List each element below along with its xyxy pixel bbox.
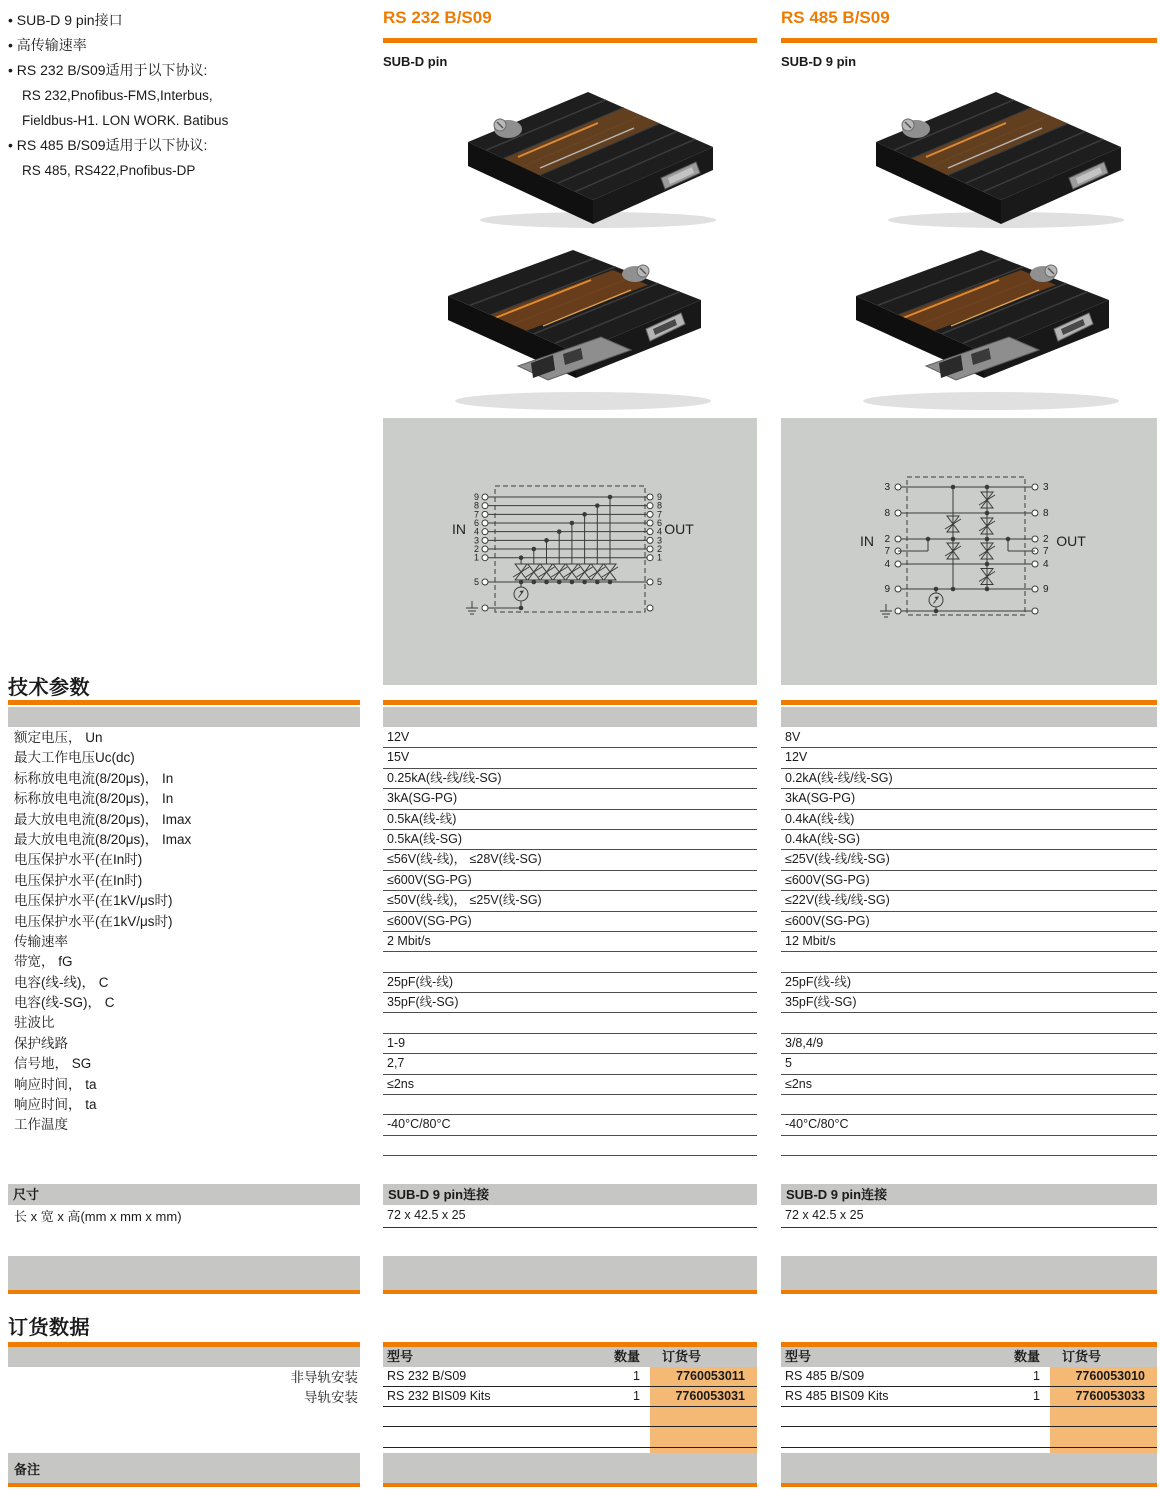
tech-label: 带宽， fG xyxy=(14,954,73,970)
svg-text:9: 9 xyxy=(473,492,479,502)
order-model xyxy=(383,1407,580,1426)
tech-col2-band xyxy=(781,707,1157,727)
header-qty: 数量 xyxy=(613,1349,640,1364)
svg-text:IN: IN xyxy=(860,533,874,549)
product1-circuit-panel xyxy=(383,418,757,685)
order-number xyxy=(650,1427,757,1447)
svg-text:3: 3 xyxy=(1043,482,1049,493)
svg-text:3: 3 xyxy=(884,482,890,493)
order-row xyxy=(383,1367,757,1387)
ordering-table1-rows xyxy=(383,1367,757,1448)
order-qty: 1 xyxy=(633,1389,640,1403)
ordering-table2-rows xyxy=(781,1367,1157,1448)
order-model xyxy=(781,1427,980,1447)
dimensions-section-title: 尺寸 xyxy=(8,1184,360,1205)
order-model: RS 232 B/S09 xyxy=(387,1369,467,1383)
bullet-item: • SUB-D 9 pin接口 xyxy=(8,12,123,28)
order-number xyxy=(650,1407,757,1426)
order-number xyxy=(1050,1427,1157,1447)
svg-text:4: 4 xyxy=(1043,559,1049,570)
tech-label: 电压保护水平(在1kV/μs时) xyxy=(14,913,173,929)
gray-spacer-col1 xyxy=(383,1256,757,1294)
header-order-no: 订货号 xyxy=(1062,1349,1102,1364)
tech-value xyxy=(781,1095,1157,1115)
tech-label: 最大工作电压Uc(dc) xyxy=(14,750,135,766)
svg-text:2: 2 xyxy=(657,544,663,555)
order-row xyxy=(781,1367,1157,1387)
order-qty xyxy=(980,1407,1050,1426)
bullet-item: • RS 232 B/S09适用于以下协议: xyxy=(8,62,208,78)
svg-text:7: 7 xyxy=(473,509,479,520)
tech-value: 1-9 xyxy=(383,1034,757,1054)
order-number: 7760053033 xyxy=(1075,1389,1145,1403)
tech-label: 标称放电电流(8/20μs)， In xyxy=(14,791,174,807)
order-qty: 1 xyxy=(1033,1389,1040,1403)
tech-label: 工作温度 xyxy=(14,1117,68,1133)
tech-value: ≤56V(线-线)， ≤28V(线-SG) xyxy=(383,850,757,870)
tech-value xyxy=(383,1095,757,1115)
tech-value: 35pF(线-SG) xyxy=(781,993,1157,1013)
tech-value xyxy=(383,1013,757,1033)
notes-band-col1 xyxy=(383,1453,757,1487)
tech-label-column xyxy=(8,728,360,1136)
ordering-table-1 xyxy=(383,1342,757,1448)
tech-label: 电容(线-SG)， C xyxy=(14,995,115,1011)
tech-value: ≤50V(线-线)， ≤25V(线-SG) xyxy=(383,891,757,911)
order-row xyxy=(383,1427,757,1448)
tech-value: ≤2ns xyxy=(781,1075,1157,1095)
tech-value: ≤25V(线-线/线-SG) xyxy=(781,850,1157,870)
tech-value: ≤600V(SG-PG) xyxy=(383,871,757,891)
tech-label: 标称放电电流(8/20μs)， In xyxy=(14,770,174,786)
product2-photo-top xyxy=(856,82,1136,232)
svg-text:2: 2 xyxy=(1043,534,1049,545)
order-number: 7760053010 xyxy=(1075,1369,1145,1383)
order-row xyxy=(383,1387,757,1407)
header-model: 型号 xyxy=(387,1349,414,1364)
tech-label: 传输速率 xyxy=(14,933,68,949)
dim-col1-value: 72 x 42.5 x 25 xyxy=(383,1206,757,1228)
order-model xyxy=(383,1427,580,1447)
circuit-diagram-rs232 xyxy=(383,418,757,685)
tech-value: 0.25kA(线-线/线-SG) xyxy=(383,769,757,789)
tech-value: 3/8,4/9 xyxy=(781,1034,1157,1054)
product2-rule xyxy=(781,38,1157,43)
product2-subtitle: SUB-D 9 pin xyxy=(781,54,857,69)
tech-label: 响应时间， ta xyxy=(14,1076,97,1092)
svg-text:8: 8 xyxy=(657,500,663,511)
svg-text:9: 9 xyxy=(884,584,890,595)
order-qty xyxy=(980,1427,1050,1447)
svg-text:9: 9 xyxy=(657,492,663,502)
tech-value: ≤22V(线-线/线-SG) xyxy=(781,891,1157,911)
tech-value xyxy=(781,952,1157,972)
svg-text:9: 9 xyxy=(1043,584,1049,595)
notes-band-left xyxy=(8,1453,360,1487)
bullet-item: • 高传输速率 xyxy=(8,37,87,53)
tech-value: ≤600V(SG-PG) xyxy=(383,912,757,932)
header-model: 型号 xyxy=(785,1349,812,1364)
tech-section-rule xyxy=(8,700,360,705)
bullet-subline: RS 232,Pnofibus-FMS,Interbus, xyxy=(22,88,213,103)
product1-subtitle: SUB-D pin xyxy=(383,54,448,69)
tech-value: 5 xyxy=(781,1054,1157,1074)
tech-col1-topbar xyxy=(383,700,757,705)
svg-text:1: 1 xyxy=(657,552,663,563)
svg-text:3: 3 xyxy=(473,535,479,546)
product2-photo-bottom xyxy=(831,238,1131,416)
tech-label: 最大放电电流(8/20μs)， Imax xyxy=(14,831,192,847)
feature-bullet-list xyxy=(8,8,360,183)
tech-value-empty xyxy=(781,1136,1157,1156)
tech-label: 保护线路 xyxy=(14,1035,68,1051)
tech-value: 25pF(线-线) xyxy=(383,973,757,993)
svg-text:1: 1 xyxy=(473,552,479,563)
mount-label-rail: 导轨安装 xyxy=(304,1390,358,1405)
tech-value: 0.5kA(线-SG) xyxy=(383,830,757,850)
tech-value: 12V xyxy=(383,728,757,748)
svg-text:8: 8 xyxy=(884,508,890,519)
svg-text:2: 2 xyxy=(884,534,890,545)
tech-value: 8V xyxy=(781,728,1157,748)
svg-text:8: 8 xyxy=(1043,508,1049,519)
order-row xyxy=(781,1407,1157,1427)
svg-text:4: 4 xyxy=(884,559,890,570)
tech-value: -40°C/80°C xyxy=(781,1115,1157,1135)
ordering-left-band xyxy=(8,1347,360,1367)
product1-photo-top xyxy=(448,82,728,232)
dim-col2-header: SUB-D 9 pin连接 xyxy=(781,1184,1157,1205)
tech-value-empty xyxy=(383,1136,757,1156)
tech-value: 2,7 xyxy=(383,1054,757,1074)
tech-label: 驻波比 xyxy=(14,1015,55,1031)
tech-value: 0.4kA(线-线) xyxy=(781,810,1157,830)
tech-label: 电压保护水平(在1kV/μs时) xyxy=(14,893,173,909)
bullet-subline: RS 485, RS422,Pnofibus-DP xyxy=(22,163,196,178)
tech-value: ≤600V(SG-PG) xyxy=(781,912,1157,932)
gray-spacer-col2 xyxy=(781,1256,1157,1294)
tech-value xyxy=(781,1013,1157,1033)
order-qty: 1 xyxy=(633,1369,640,1383)
header-qty: 数量 xyxy=(1013,1349,1040,1364)
ordering-section-title: 订货数据 xyxy=(8,1317,90,1339)
tech-value: 25pF(线-线) xyxy=(781,973,1157,993)
product1-photo-bottom xyxy=(423,238,723,416)
bullet-subline: Fieldbus-H1. LON WORK. Batibus xyxy=(22,113,229,128)
svg-text:OUT: OUT xyxy=(1056,533,1086,549)
tech-value: 0.2kA(线-线/线-SG) xyxy=(781,769,1157,789)
order-model: RS 485 B/S09 xyxy=(785,1369,865,1383)
order-model: RS 485 BIS09 Kits xyxy=(785,1389,889,1403)
tech-label: 最大放电电流(8/20μs)， Imax xyxy=(14,811,192,827)
circuit-diagram-rs485 xyxy=(781,418,1157,685)
tech-value: 12V xyxy=(781,748,1157,768)
tech-left-band xyxy=(8,707,360,727)
tech-col1-band xyxy=(383,707,757,727)
dimensions-row-label: 长 x 宽 x 高(mm x mm x mm) xyxy=(14,1209,182,1224)
tech-value: 35pF(线-SG) xyxy=(383,993,757,1013)
tech-value: -40°C/80°C xyxy=(383,1115,757,1135)
order-row xyxy=(781,1387,1157,1407)
svg-text:2: 2 xyxy=(473,544,479,555)
dim-col2-value: 72 x 42.5 x 25 xyxy=(781,1206,1157,1228)
mount-label-no-rail: 非导轨安装 xyxy=(290,1370,358,1385)
order-qty: 1 xyxy=(1033,1369,1040,1383)
dim-col1-header: SUB-D 9 pin连接 xyxy=(383,1184,757,1205)
tech-value: ≤600V(SG-PG) xyxy=(781,871,1157,891)
tech-value: 12 Mbit/s xyxy=(781,932,1157,952)
order-model xyxy=(781,1407,980,1426)
notes-band-col2 xyxy=(781,1453,1157,1487)
tech-label: 电压保护水平(在In时) xyxy=(14,872,143,888)
tech-label: 信号地， SG xyxy=(14,1056,92,1072)
tech-section-title: 技术参数 xyxy=(8,677,90,699)
tech-value: 0.4kA(线-SG) xyxy=(781,830,1157,850)
header-order-no: 订货号 xyxy=(662,1349,702,1364)
svg-text:7: 7 xyxy=(884,546,890,557)
tech-label: 电容(线-线)， C xyxy=(14,974,109,990)
order-qty xyxy=(580,1407,650,1426)
ordering-table-2 xyxy=(781,1342,1157,1448)
svg-text:5: 5 xyxy=(657,577,663,587)
product2-title: RS 485 B/S09 xyxy=(781,8,890,27)
svg-text:5: 5 xyxy=(473,577,479,587)
order-number xyxy=(1050,1407,1157,1426)
svg-text:OUT: OUT xyxy=(664,521,694,537)
order-qty xyxy=(580,1427,650,1447)
svg-text:IN: IN xyxy=(452,521,466,537)
svg-text:7: 7 xyxy=(1043,546,1049,557)
svg-text:4: 4 xyxy=(473,526,479,537)
tech-label: 额定电压， Un xyxy=(14,730,103,745)
svg-text:7: 7 xyxy=(657,509,663,520)
svg-text:6: 6 xyxy=(657,518,663,529)
order-number: 7760053011 xyxy=(676,1369,745,1383)
ordering-table2-header xyxy=(781,1347,1157,1367)
product1-rule xyxy=(383,38,757,43)
bullet-item: • RS 485 B/S09适用于以下协议: xyxy=(8,137,208,153)
tech-label: 电压保护水平(在In时) xyxy=(14,852,143,868)
tech-label: 响应时间， ta xyxy=(14,1097,97,1113)
order-row xyxy=(383,1407,757,1427)
ordering-table1-header xyxy=(383,1347,757,1367)
svg-text:8: 8 xyxy=(473,500,479,511)
product1-title: RS 232 B/S09 xyxy=(383,8,492,27)
tech-col2-topbar xyxy=(781,700,1157,705)
tech-value xyxy=(383,952,757,972)
order-row xyxy=(781,1427,1157,1448)
gray-spacer-left xyxy=(8,1256,360,1294)
tech-values-col1 xyxy=(383,728,757,1156)
svg-text:6: 6 xyxy=(473,518,479,529)
notes-title: 备注 xyxy=(14,1461,41,1477)
product2-circuit-panel xyxy=(781,418,1157,685)
svg-text:4: 4 xyxy=(657,526,663,537)
tech-value: 2 Mbit/s xyxy=(383,932,757,952)
tech-value: ≤2ns xyxy=(383,1075,757,1095)
svg-text:3: 3 xyxy=(657,535,663,546)
tech-value: 3kA(SG-PG) xyxy=(383,789,757,809)
tech-values-col2 xyxy=(781,728,1157,1156)
tech-value: 3kA(SG-PG) xyxy=(781,789,1157,809)
order-model: RS 232 BIS09 Kits xyxy=(387,1389,491,1403)
tech-value: 0.5kA(线-线) xyxy=(383,810,757,830)
tech-value: 15V xyxy=(383,748,757,768)
order-number: 7760053031 xyxy=(675,1389,745,1403)
